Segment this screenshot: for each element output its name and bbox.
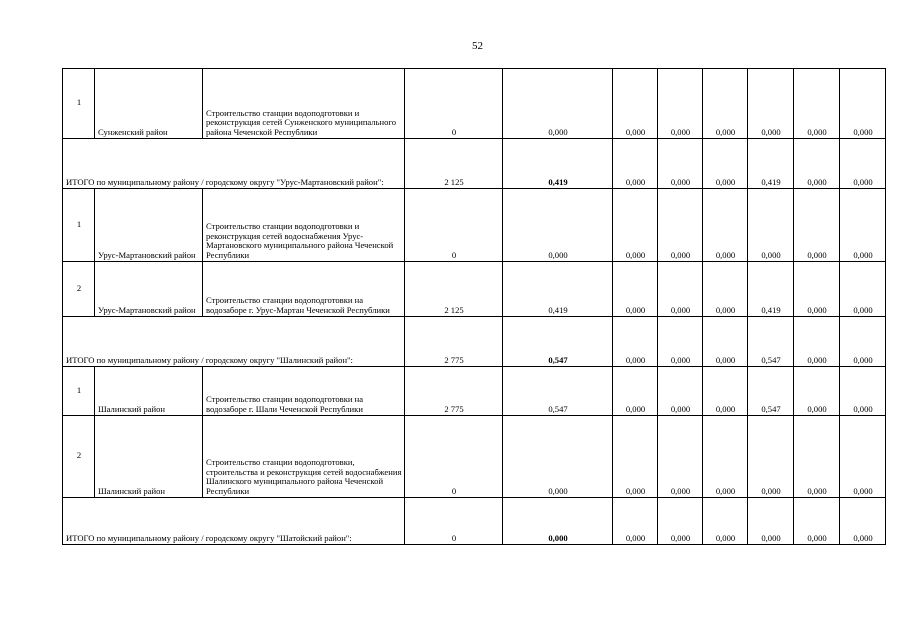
total-row [63,317,886,367]
value-cell: 0,000 [613,317,658,367]
table-row [63,189,886,262]
district-cell: Шалинский район [95,416,203,498]
value-cell: 0,000 [703,262,748,317]
value-cell: 0,000 [658,498,703,545]
value-cell: 0,419 [503,139,613,189]
value-cell: 0,000 [748,416,794,498]
value-cell: 0,000 [748,498,794,545]
value-cell: 0,000 [840,367,886,416]
value-cell: 0,000 [613,367,658,416]
total-label: ИТОГО по муниципальному району / городскому округу "Шатойский район": [63,498,405,545]
value-cell: 0,000 [703,69,748,139]
district-cell: Шалинский район [95,367,203,416]
table-row [63,69,886,139]
total-row [63,139,886,189]
description-cell: Строительство станции водоподготовки, строительства и реконструкция сетей водоснабжения Шалинского муниципального района Чеченской Республики [203,416,405,498]
page-number: 52 [472,40,483,52]
row-index: 1 [63,189,95,262]
value-cell: 0,419 [748,262,794,317]
value-cell: 0,547 [748,367,794,416]
value-cell: 0,000 [613,262,658,317]
value-cell: 0,000 [658,69,703,139]
value-cell: 0,000 [503,498,613,545]
value-cell: 0,000 [703,416,748,498]
table-row [63,262,886,317]
value-cell: 0,000 [794,69,840,139]
value-cell: 0 [405,189,503,262]
row-index: 2 [63,262,95,317]
value-cell: 0,000 [613,139,658,189]
value-cell: 0,000 [703,317,748,367]
value-cell: 0,000 [840,498,886,545]
value-cell: 2 125 [405,262,503,317]
value-cell: 0,000 [794,262,840,317]
value-cell: 0,000 [613,189,658,262]
value-cell: 0,000 [503,189,613,262]
description-cell: Строительство станции водоподготовки и реконструкция сетей водоснабжения Урус-Мартановского муниципального района Чеченской Республики [203,189,405,262]
value-cell: 2 775 [405,317,503,367]
value-cell: 0,000 [840,69,886,139]
description-cell: Строительство станции водоподготовки на водозаборе г. Шали Чеченской Республики [203,367,405,416]
table-row [63,416,886,498]
budget-table [62,68,886,545]
value-cell: 0,000 [840,262,886,317]
value-cell: 0,000 [658,317,703,367]
value-cell: 0,000 [840,139,886,189]
value-cell: 2 125 [405,139,503,189]
value-cell: 0,000 [840,317,886,367]
value-cell: 0,419 [503,262,613,317]
value-cell: 0,000 [840,189,886,262]
value-cell: 0,000 [613,498,658,545]
value-cell: 0,000 [658,139,703,189]
value-cell: 0,000 [794,317,840,367]
value-cell: 0,000 [794,189,840,262]
value-cell: 0 [405,498,503,545]
row-index: 2 [63,416,95,498]
value-cell: 0,547 [503,367,613,416]
value-cell: 0,547 [503,317,613,367]
total-label: ИТОГО по муниципальному району / городскому округу "Шалинский район": [63,317,405,367]
value-cell: 0,000 [794,416,840,498]
district-cell: Урус-Мартановский район [95,262,203,317]
district-cell: Сунженский район [95,69,203,139]
description-cell: Строительство станции водоподготовки на водозаборе г. Урус-Мартан Чеченской Республики [203,262,405,317]
value-cell: 0,000 [658,189,703,262]
value-cell: 0,000 [794,498,840,545]
value-cell: 0,000 [703,139,748,189]
value-cell: 0,000 [703,498,748,545]
value-cell: 0,000 [613,416,658,498]
value-cell: 0,000 [703,367,748,416]
value-cell: 0,000 [794,139,840,189]
value-cell: 0,000 [840,416,886,498]
district-cell: Урус-Мартановский район [95,189,203,262]
value-cell: 0,000 [503,416,613,498]
value-cell: 0,000 [658,262,703,317]
value-cell: 0,547 [748,317,794,367]
value-cell: 2 775 [405,367,503,416]
total-row [63,498,886,545]
value-cell: 0 [405,416,503,498]
value-cell: 0,419 [748,139,794,189]
value-cell: 0,000 [658,416,703,498]
value-cell: 0,000 [748,189,794,262]
value-cell: 0,000 [613,69,658,139]
value-cell: 0,000 [503,69,613,139]
value-cell: 0 [405,69,503,139]
value-cell: 0,000 [658,367,703,416]
description-cell: Строительство станции водоподготовки и реконструкция сетей Сунженского муниципального района Чеченской Республики [203,69,405,139]
value-cell: 0,000 [794,367,840,416]
value-cell: 0,000 [748,69,794,139]
value-cell: 0,000 [703,189,748,262]
total-label: ИТОГО по муниципальному району / городскому округу "Урус-Мартановский район": [63,139,405,189]
row-index: 1 [63,367,95,416]
table-row [63,367,886,416]
row-index: 1 [63,69,95,139]
